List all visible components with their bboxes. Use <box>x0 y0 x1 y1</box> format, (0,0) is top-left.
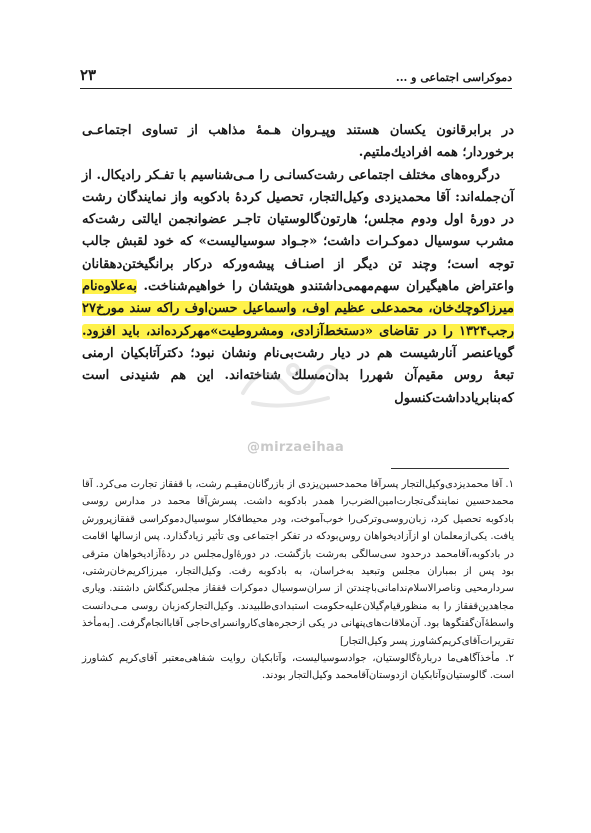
running-title: دموکراسی اجتماعی و ... <box>395 71 512 84</box>
page-number: ۲۳ <box>80 66 97 84</box>
paragraph-2-part-a: درگروه‌های مختلف اجتماعی رشت‌کسانـی را مـی‌شناسیم با تفـکر رادیکال. از آن‌جمله‌اند: آقا محمدیزدی وکیل‌التجار، تحصیل کردهٔ بادکوبه واز نمایندگان رشت در دورهٔ اول ودوم مجلس؛ هارتون‌گالوستیان تاجـر عضوانجمن ایالتی رشت‌که مشرب سوسیال دموکـرات داشت؛ «جـواد سوسیالیست» که خود لقبش جالب توجه است؛ وچند تن دیگر از اصنـاف پیشه‌ورکه درکار برانگیختن‌دهقانان واعتراض ماهیگیران سهم‌مهمی‌داشتندو هویتشان را خواهیم‌شناخت. <box>82 167 514 295</box>
watermark-seal-icon <box>233 348 353 418</box>
footnotes <box>82 476 514 685</box>
header-rule <box>80 88 512 89</box>
footnote-2: ۲. مأخذآگاهی‌ما دربارهٔ‌گالوستیان، جوادسوسیالیست، وآتابکیان روایت شفاهی‌معتبر آقای‌کریم کشاورز است. گالوستیان‌وآتابکیان ازدوستان‌آقامحمد وکیل‌التجار بودند. <box>82 653 514 682</box>
highlighted-passage: به‌علاوه‌نام میرزاکوچك‌خان، محمدعلی عظیم اوف، واسماعیل حسن‌اوف راکه سند مورخ۲۷ رجب۱۳۲۴ را در تقاضای «دستخط‌آزادی، ومشروطیت»مهرکرده‌اند، باید افزود. <box>82 279 514 339</box>
paragraph-1: در برابرقانون یکسان هستند وپیـروان هـمهٔ مذاهب از تساوی اجتماعـی برخوردار؛ همه افرادیك‌ملتیم. <box>82 123 514 161</box>
page-header <box>80 66 512 84</box>
footnote-1: ۱. آقا محمدیزدی‌وکیل‌التجار پسرآقا محمدحسین‌یزدی از بازرگانان‌مقیـم رشت، با قفقاز تجارت می‌کرد. آقا محمدحسین نمایندگی‌تجارت‌امین‌الضرب‌را همدر بادکوبه داشت. پسرش‌آقا محمد در مدارس روسی بادکوبه تحصیل کرد، زبان‌روسی‌وترکی‌را خوب‌آموخت، ودر محیطافکار سوسیال‌دموکراسی قفقازپرورش یافت. یکی‌ازمعلمان او ازآزادیخواهان روس‌بودکه در تفکر اجتماعی وی تأثیر زیادگذارد. پس ازسالها اقامت در بادکوبه،آقامحمد درحدود سی‌سالگی به‌رشت بازگشت. در دورهٔ‌اول‌مجلس در ردهٔ‌آزادیخواهان مترقی بود پس از بمباران مجلس وتبعید به‌خراسان، به بادکوبه رفت. وکیل‌التجار، میرزاکریم‌خان‌رشتی، سردارمحیی وناصرالاسلام‌ندامانی‌باچندتن از سران‌سوسیال دموکرات قفقاز مجلس‌کنگاش داشتند. ویاری مجاهدین‌قفقاز را به منظورقیام‌گیلان‌علیه‌حکومت استبدادی‌طلبیدند. وکیل‌التجارکه‌زبان روسی مـی‌دانست واسطهٔ‌آن‌گفتگوها بود. آن‌ملاقات‌های‌پنهانی در یکی ازحجره‌های‌کاروانسرای‌حاجی آقاباانجام‌گرفت. [به‌مأخذ تقریرات‌آقای‌کریم‌کشاورز پسر وکیل‌التجار] <box>82 479 514 647</box>
paragraph-2-part-b: گویاعنصر آنارشیست هم در دیار رشت‌بی‌نام ونشان نبود؛ دکترآتابکیان ارمنی تبعهٔ روس مقیم‌آن شهررا بدان‌مسلك شناخته‌اند. این هم شنیدنی است که‌بنابریادداشت‌کنسول <box>82 345 514 406</box>
watermark-handle: @mirzaeihaa <box>246 440 345 455</box>
footnote-rule <box>391 468 509 469</box>
